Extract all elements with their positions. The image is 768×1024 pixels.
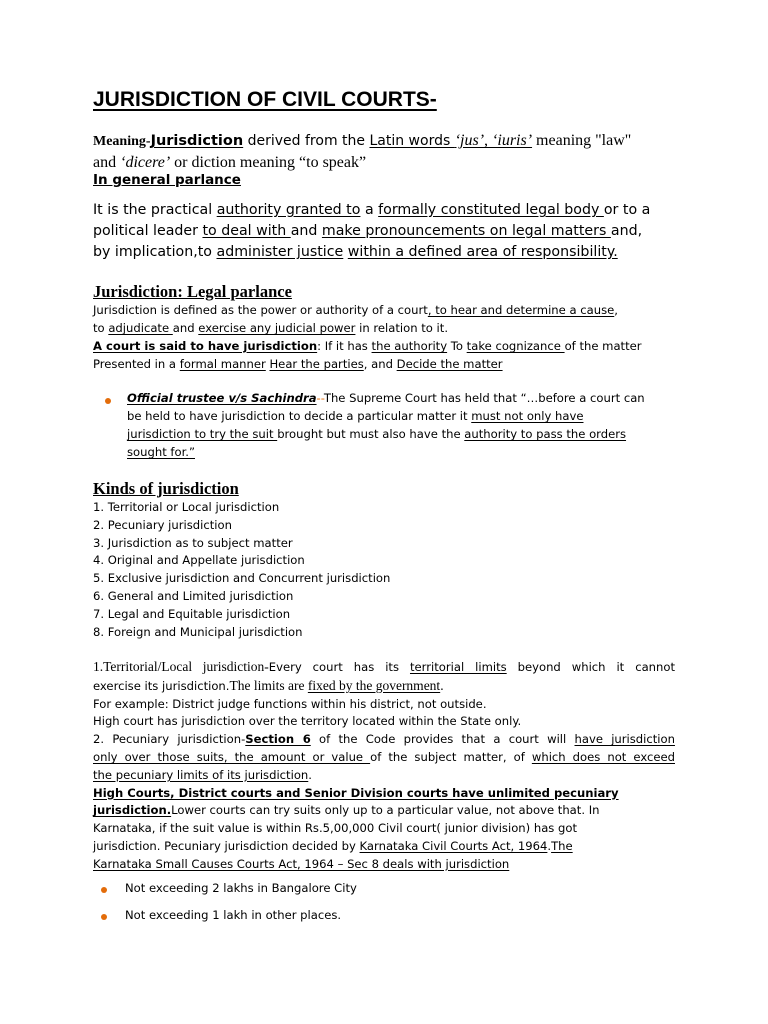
practical-paragraph: It is the practical authority granted to a formally constituted legal body or to a political leader to deal with and make pronouncements on legal matters and, by implication,to administer justice within a defined area of responsibility. <box>93 202 651 260</box>
kinds-list <box>93 499 390 641</box>
list-item: 5. Exclusive jurisdiction and Concurrent jurisdiction <box>93 571 391 586</box>
page-title: JURISDICTION OF CIVIL COURTS- <box>93 88 437 111</box>
territorial-pecuniary-section: 1.Territorial/Local jurisdiction-Every court has its territorial limits beyond which it cannot exercise its jurisdiction.The limits are fixed by the government. For example: District judge functions within his district, not outside. High court has jurisdiction over the territory located within the State only. 2. Pecuniary jurisdiction-Section 6 of the Code provides that a court will have jurisdiction only over those suits, the amount or value of the subject matter, of which does not exceed the pecuniary limits of its jurisdiction. High Courts, District courts and Senior Division courts have unlimited pecuniary jurisdiction.Lower courts can try suits only up to a particular value, not above that. In Karnataka, if the suit value is within Rs.5,00,000 Civil court( junior division) has got jurisdiction. Pecuniary jurisdiction decided by Karnataka Civil Courts Act, 1964.The Karnataka Small Causes Courts Act, 1964 – Sec 8 deals with jurisdiction <box>93 659 676 871</box>
list-item: 6. General and Limited jurisdiction <box>93 588 294 603</box>
legal-parlance-paragraph: Jurisdiction is defined as the power or authority of a court, to hear and determine a cause, to adjudicate and exercise any judicial power in relation to it. A court is said to have jurisdiction: If it has the authority To take cognizance of the matter Presented in a formal manner Hear the parties, and Decide the matter <box>93 303 642 371</box>
case-name: Official trustee v/s Sachindra <box>127 391 317 405</box>
jurisdiction-term: Jurisdiction <box>150 133 244 149</box>
bullet-icon <box>101 914 107 920</box>
official-trustee-case: Official trustee v/s Sachindra--The Supreme Court has held that “…before a court can be held to have jurisdiction to decide a particular matter it must not only have jurisdiction to try the suit brought but must also have the authority to pass the orders sought for.” <box>127 391 645 459</box>
meaning-label: Meaning- <box>93 134 151 149</box>
list-item: 7. Legal and Equitable jurisdiction <box>93 606 291 621</box>
legal-parlance-heading: Jurisdiction: Legal parlance <box>93 282 292 301</box>
list-item: 2. Pecuniary jurisdiction <box>93 517 232 532</box>
list-item: Not exceeding 1 lakh in other places. <box>125 908 342 922</box>
list-item: 4. Original and Appellate jurisdiction <box>93 553 305 568</box>
list-item: 3. Jurisdiction as to subject matter <box>93 535 293 550</box>
list-item: 1. Territorial or Local jurisdiction <box>93 500 280 514</box>
bullet-icon <box>105 398 111 404</box>
bullet-icon <box>101 887 107 893</box>
meaning-paragraph: Meaning-Jurisdiction derived from the Latin words ‘jus’, ‘iuris’ meaning "law" and ‘dicere’ or diction meaning “to speak” <box>93 132 632 171</box>
list-item: 8. Foreign and Municipal jurisdiction <box>93 624 303 639</box>
general-parlance-heading: In general parlance <box>93 172 241 188</box>
list-item: Not exceeding 2 lakhs in Bangalore City <box>125 881 357 895</box>
kinds-heading: Kinds of jurisdiction <box>93 479 239 498</box>
